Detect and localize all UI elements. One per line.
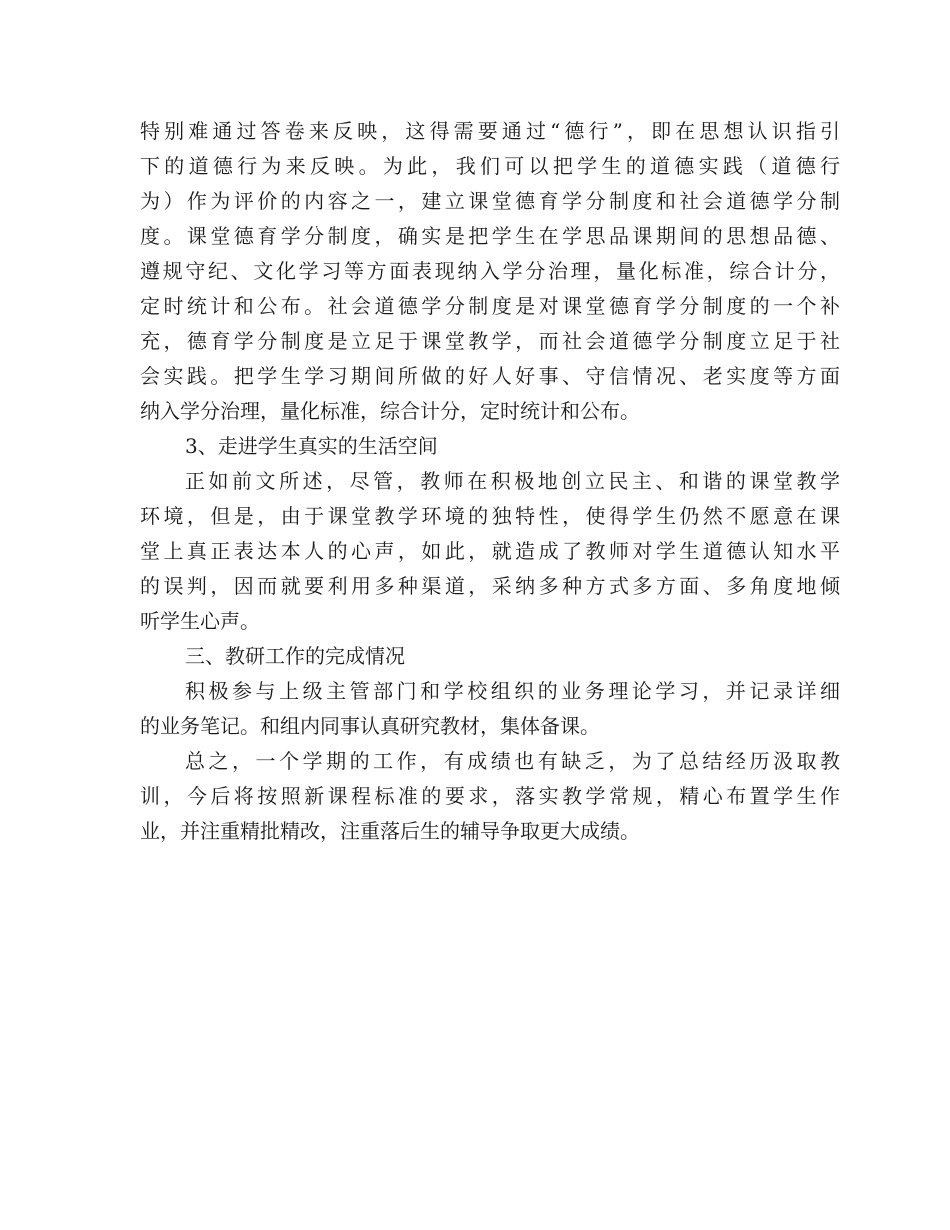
text-line: 遵规守纪、文化学习等方面表现纳入学分治理，量化标准，综合计分， bbox=[140, 259, 840, 283]
subheading-real-life-space bbox=[140, 429, 840, 464]
text-line: 听学生心声。 bbox=[140, 609, 260, 633]
text-line: 会实践。把学生学习期间所做的好人好事、守信情况、老实度等方面 bbox=[140, 364, 840, 388]
text-line: 环境，但是，由于课堂教学环境的独特性，使得学生仍然不愿意在课 bbox=[140, 504, 840, 528]
text-line: 为）作为评价的内容之一，建立课堂德育学分制度和社会道德学分制 bbox=[140, 189, 840, 213]
paragraph-listen-to-students bbox=[140, 464, 840, 639]
text-line: 度。课堂德育学分制度，确实是把学生在学思品课期间的思想品德、 bbox=[140, 224, 840, 248]
text-line: 正如前文所述，尽管，教师在积极地创立民主、和谐的课堂教学 bbox=[185, 469, 840, 493]
text-line: 下的道德行为来反映。为此，我们可以把学生的道德实践（道德行 bbox=[140, 154, 840, 178]
section-heading-text: 三、教研工作的完成情况 bbox=[185, 644, 405, 668]
text-line: 的误判，因而就要利用多种渠道，采纳多种方式多方面、多角度地倾 bbox=[140, 574, 840, 598]
text-line: 堂上真正表达本人的心声，如此，就造成了教师对学生道德认知水平 bbox=[140, 539, 840, 563]
text-line: 纳入学分治理，量化标准，综合计分，定时统计和公布。 bbox=[140, 399, 640, 423]
text-line: 充，德育学分制度是立足于课堂教学，而社会道德学分制度立足于社 bbox=[140, 329, 840, 353]
subheading-text: 3、走进学生真实的生活空间 bbox=[185, 434, 438, 458]
text-line: 积极参与上级主管部门和学校组织的业务理论学习，并记录详细 bbox=[185, 679, 840, 703]
paragraph-research-work bbox=[140, 674, 840, 744]
text-line: 业，并注重精批精改，注重落后生的辅导争取更大成绩。 bbox=[140, 819, 640, 843]
paragraph-summary bbox=[140, 744, 840, 849]
section-heading-teaching-research bbox=[140, 639, 840, 674]
text-line: 总之，一个学期的工作，有成绩也有缺乏，为了总结经历汲取教 bbox=[185, 749, 840, 773]
text-line: 特别难通过答卷来反映，这得需要通过“德行”，即在思想认识指引 bbox=[140, 119, 840, 143]
text-line: 定时统计和公布。社会道德学分制度是对课堂德育学分制度的一个补 bbox=[140, 294, 840, 318]
paragraph-moral-credit-system bbox=[140, 114, 840, 429]
text-line: 的业务笔记。和组内同事认真研究教材，集体备课。 bbox=[140, 714, 600, 738]
text-line: 训，今后将按照新课程标准的要求，落实教学常规，精心布置学生作 bbox=[140, 784, 840, 808]
document-body bbox=[140, 114, 840, 849]
